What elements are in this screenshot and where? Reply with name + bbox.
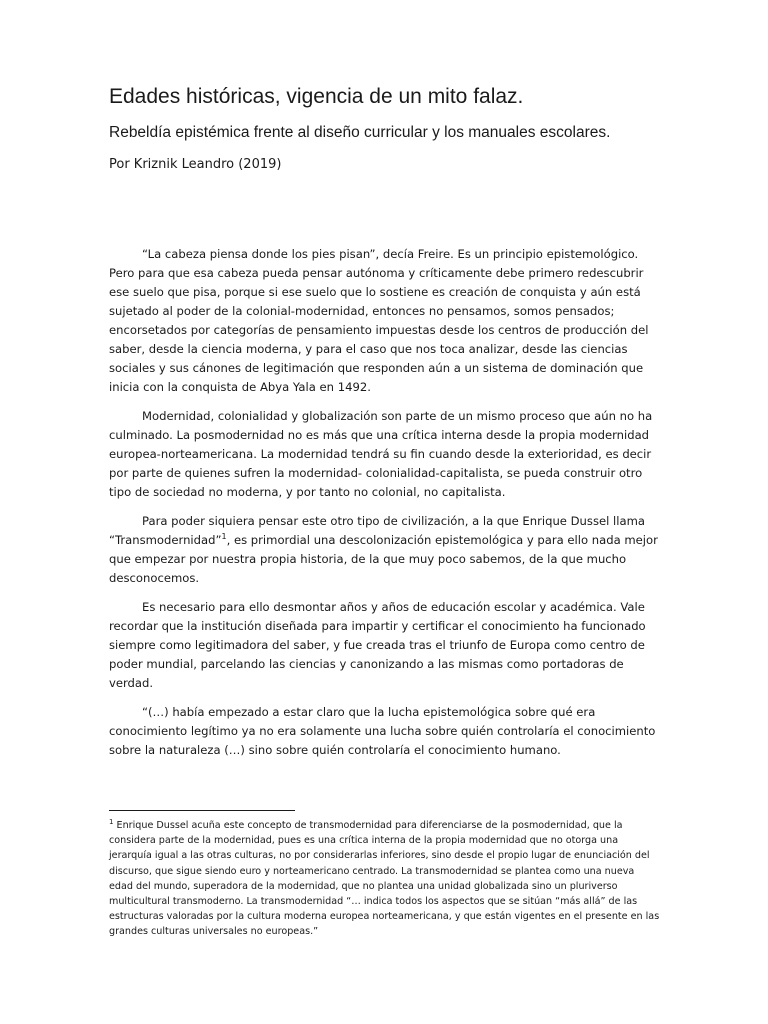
footnote — [109, 818, 661, 940]
body-paragraph: “La cabeza piensa donde los pies pisan”, decía Freire. Es un principio epistemológico. Pero para que esa cabeza pueda pensar autónoma y críticamente debe primero redescubrir ese suelo que pisa, porque si ese suelo que lo sostiene es creación de conquista y aún está sujetado al poder de la colonial-modernidad, entonces no pensamos, somos pensados; encorsetados por categorías de pensamiento impuestas desde los centros de producción del saber, desde la ciencia moderna, y para el caso que nos toca analizar, desde las ciencias sociales y sus cánones de legitimación que responden aún a un sistema de dominación que inicia con la conquista de Abya Yala en 1492. — [109, 247, 649, 394]
body-paragraph: “(…) había empezado a estar claro que la lucha epistemológica sobre qué era conocimiento legítimo ya no era solamente una lucha sobre quién controlaría el conocimiento sobre la naturaleza (…) sino sobre quién controlaría el conocimiento humano. — [109, 705, 656, 757]
document-body — [109, 245, 661, 770]
footnote-marker: 1 — [109, 817, 114, 826]
document-subtitle: Rebeldía epistémica frente al diseño curricular y los manuales escolares. — [109, 124, 611, 141]
body-paragraph: Modernidad, colonialidad y globalización son parte de un mismo proceso que aún no ha culminado. La posmodernidad no es más que una crítica interna desde la propia modernidad europea-norteamericana. La modernidad tendrá su fin cuando desde la exterioridad, es decir por parte de quienes sufren la modernidad- colonialidad-capitalista, se pueda construir otro tipo de sociedad no moderna, y por tanto no colonial, no capitalista. — [109, 409, 653, 499]
body-paragraph: Es necesario para ello desmontar años y años de educación escolar y académica. Vale recordar que la institución diseñada para impartir y certificar el conocimiento ha funcionado siempre como legitimadora del saber, y fue creada tras el triunfo de Europa como centro de poder mundial, parcelando las ciencias y canonizando a las mismas como portadoras de verdad. — [109, 600, 646, 690]
body-paragraph — [109, 512, 661, 588]
footnote-reference[interactable]: 1 — [221, 532, 227, 542]
footnote-text: Enrique Dussel acuña este concepto de transmodernidad para diferenciarse de la posmodernidad, que la considera parte de la modernidad, pues es una crítica interna de la propia modernidad que no otorga una jerarquía igual a las otras culturas, no por considerarlas inferiores, sino desde el propio lugar de enunciación del discurso, que sigue siendo euro y norteamericano centrado. La transmodernidad se plantea como una nueva edad del mundo, superadora de la modernidad, que no plantea una unidad globalizada sino un pluriverso multicultural transmoderno. La transmodernidad “… indica todos los aspectos que se sitúan “más allá” de las estructuras valoradas por la cultura moderna europea norteamericana, y que están vigentes en el presente en las grandes culturas universales no europeas.” — [109, 820, 660, 938]
document-title: Edades históricas, vigencia de un mito falaz. — [109, 85, 524, 108]
document-author: Por Kriznik Leandro (2019) — [109, 157, 282, 172]
footnote-separator — [109, 810, 295, 811]
footnote-paragraph — [109, 818, 661, 940]
paragraph-text: Para poder siquiera pensar este otro tipo de civilización, a la que Enrique Dussel llama “Transmodernidad” — [109, 514, 645, 547]
paragraph-text: , es primordial una descolonización epistemológica y para ello nada mejor que empezar por nuestra propia historia, de la que muy poco sabemos, de la que mucho desconocemos. — [109, 533, 658, 585]
